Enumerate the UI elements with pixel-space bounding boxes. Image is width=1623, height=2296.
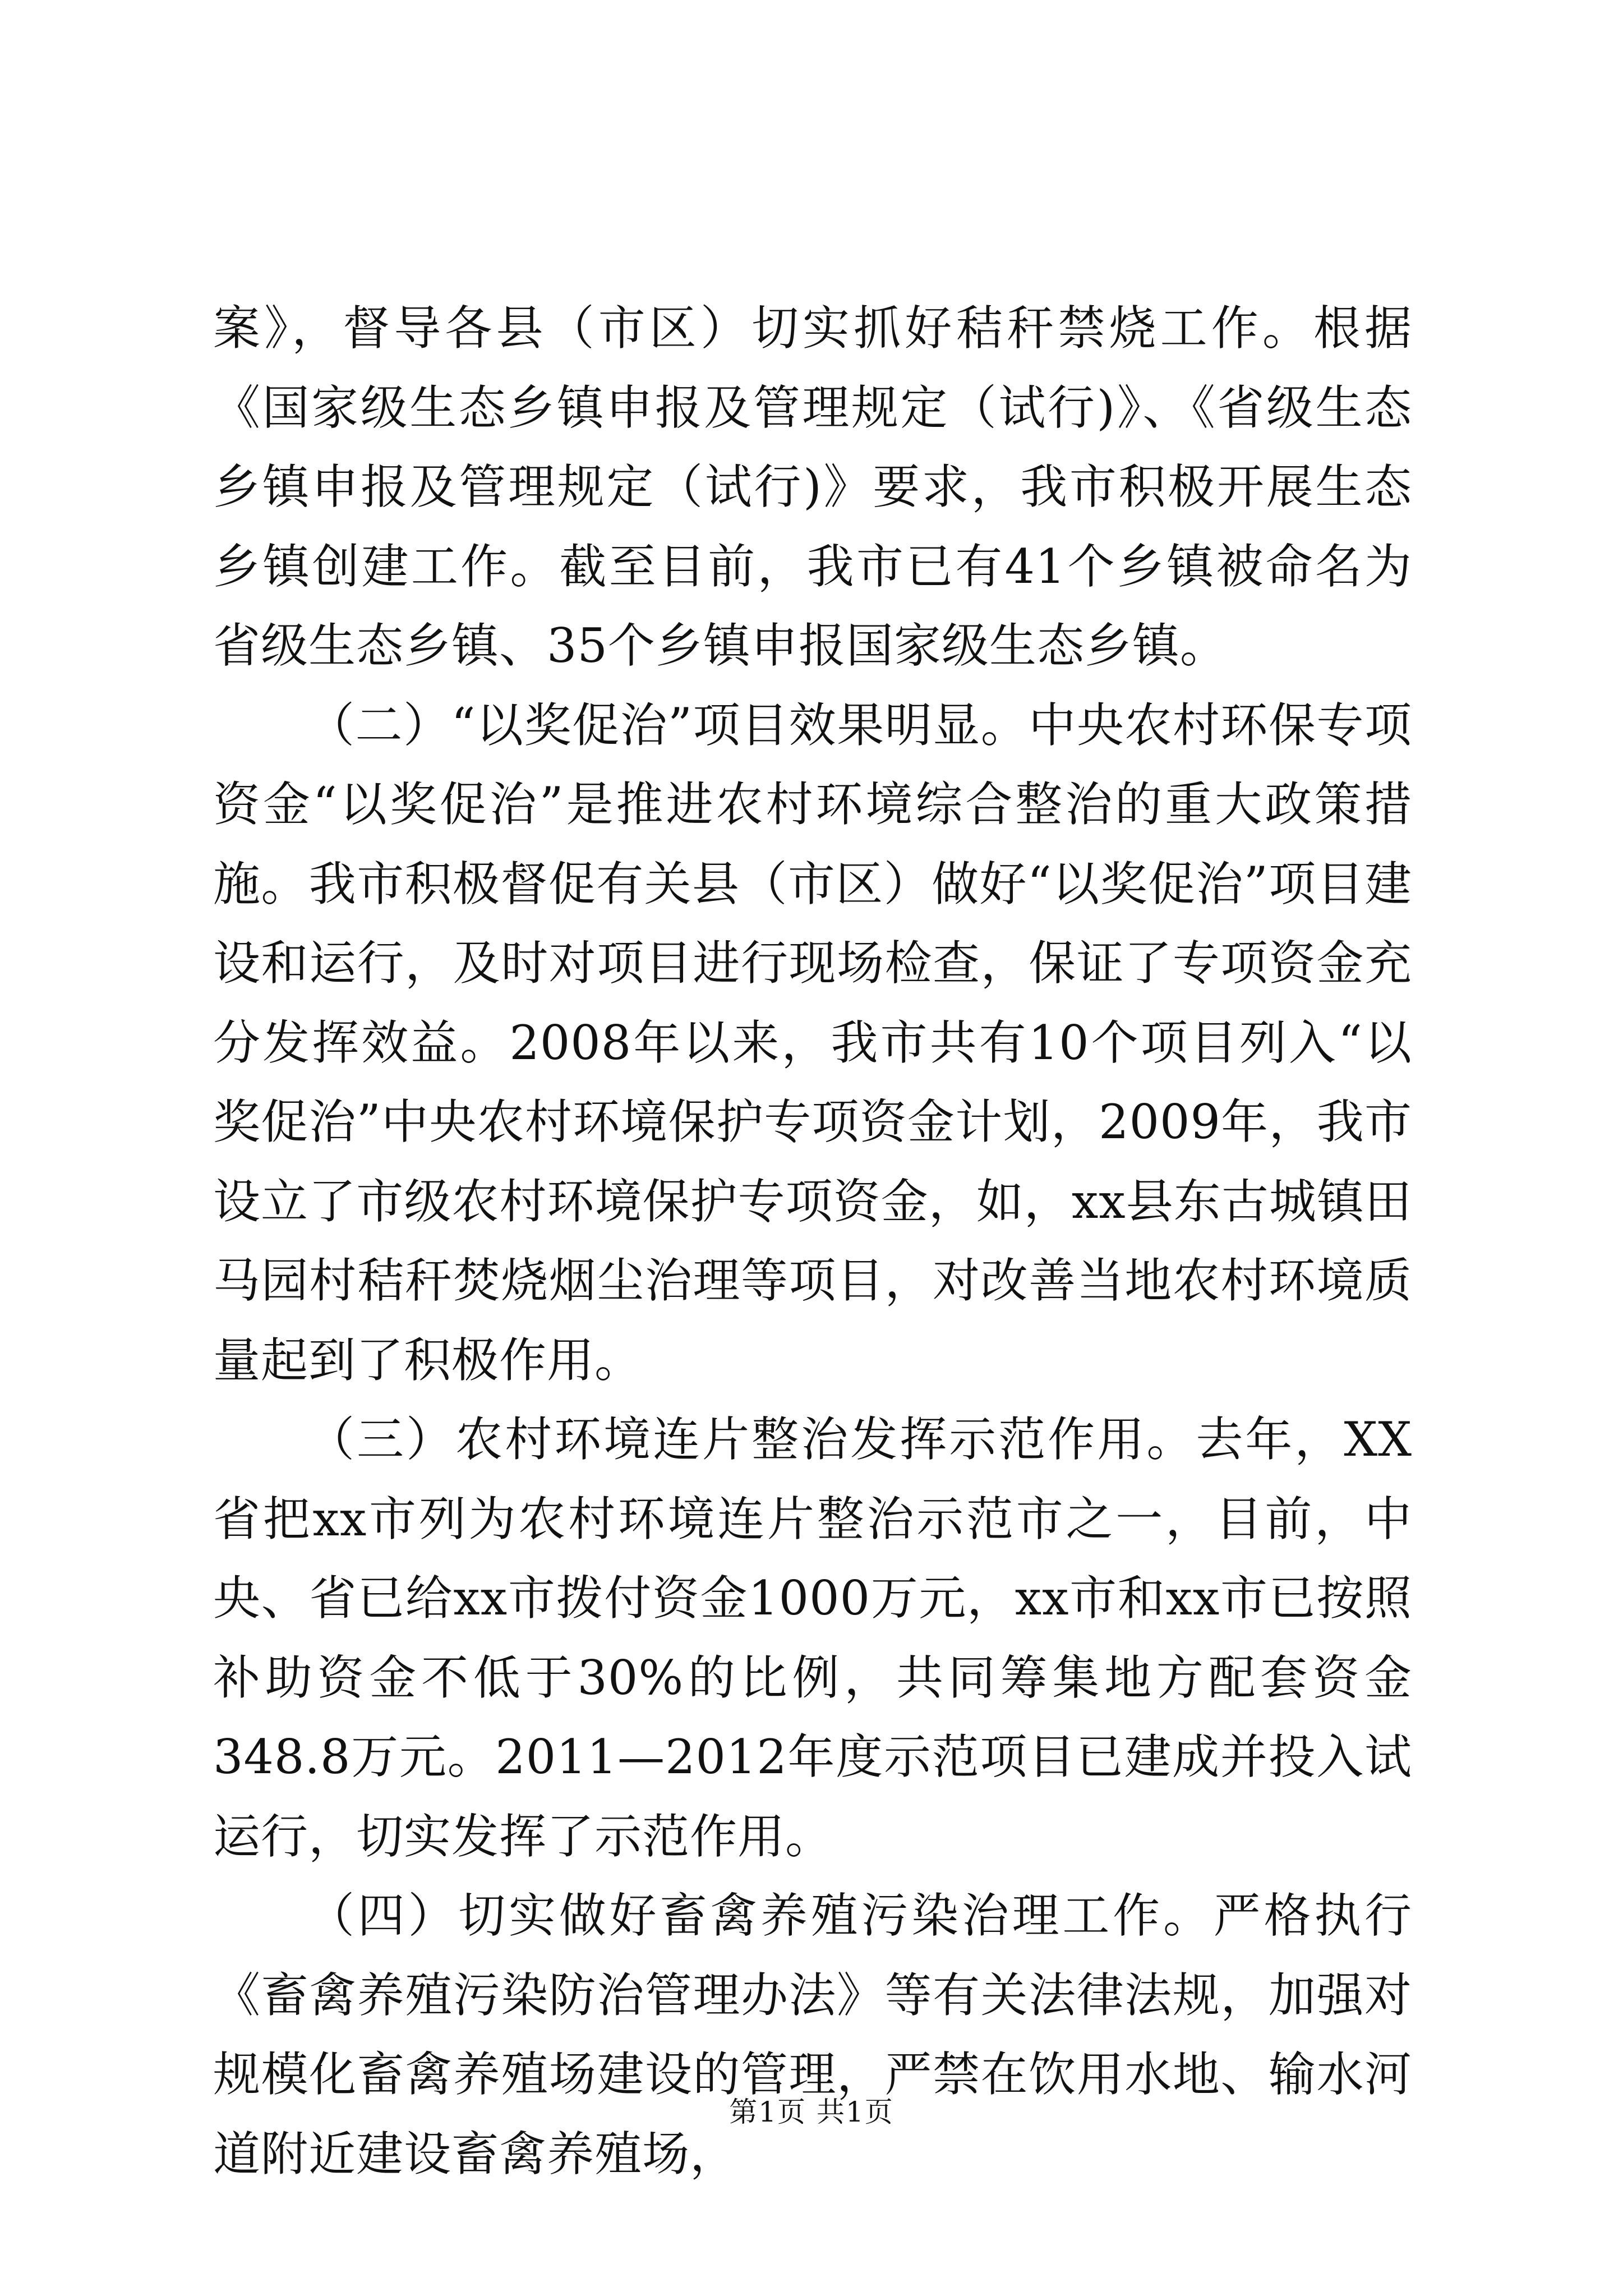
document-body [213,289,1412,2194]
paragraph-section-4: （四）切实做好畜禽养殖污染治理工作。严格执行《畜禽养殖污染防治管理办法》等有关法律法规，加强对规模化畜禽养殖场建设的管理，严禁在饮用水地、输水河道附近建设畜禽养殖场， [213,1888,1412,2182]
page-footer: 第1页 共1页 [729,2096,894,2128]
paragraph-continuation: 案》，督导各县（市区）切实抓好秸秆禁烧工作。根据《国家级生态乡镇申报及管理规定（试行)》、《省级生态乡镇申报及管理规定（试行)》要求，我市积极开展生态乡镇创建工作。截至目前，我市已有41个乡镇被命名为省级生态乡镇、35个乡镇申报国家级生态乡镇。 [213,301,1412,673]
paragraph-section-2: （二）“以奖促治”项目效果明显。中央农村环保专项资金“以奖促治”是推进农村环境综合整治的重大政策措施。我市积极督促有关县（市区）做好“以奖促治”项目建设和运行，及时对项目进行现场检查，保证了专项资金充分发挥效益。2008年以来，我市共有10个项目列入“以奖促治”中央农村环境保护专项资金计划，2009年，我市设立了市级农村环境保护专项资金，如，xx县东古城镇田马园村秸秆焚烧烟尘治理等项目，对改善当地农村环境质量起到了积极作用。 [213,697,1412,1388]
paragraph-section-3: （三）农村环境连片整治发挥示范作用。去年，XX省把xx市列为农村环境连片整治示范市之一，目前，中央、省已给xx市拨付资金1000万元，xx市和xx市已按照补助资金不低于30%的比例，共同筹集地方配套资金348.8万元。2011—2012年度示范项目已建成并投入试运行，切实发挥了示范作用。 [213,1412,1412,1864]
